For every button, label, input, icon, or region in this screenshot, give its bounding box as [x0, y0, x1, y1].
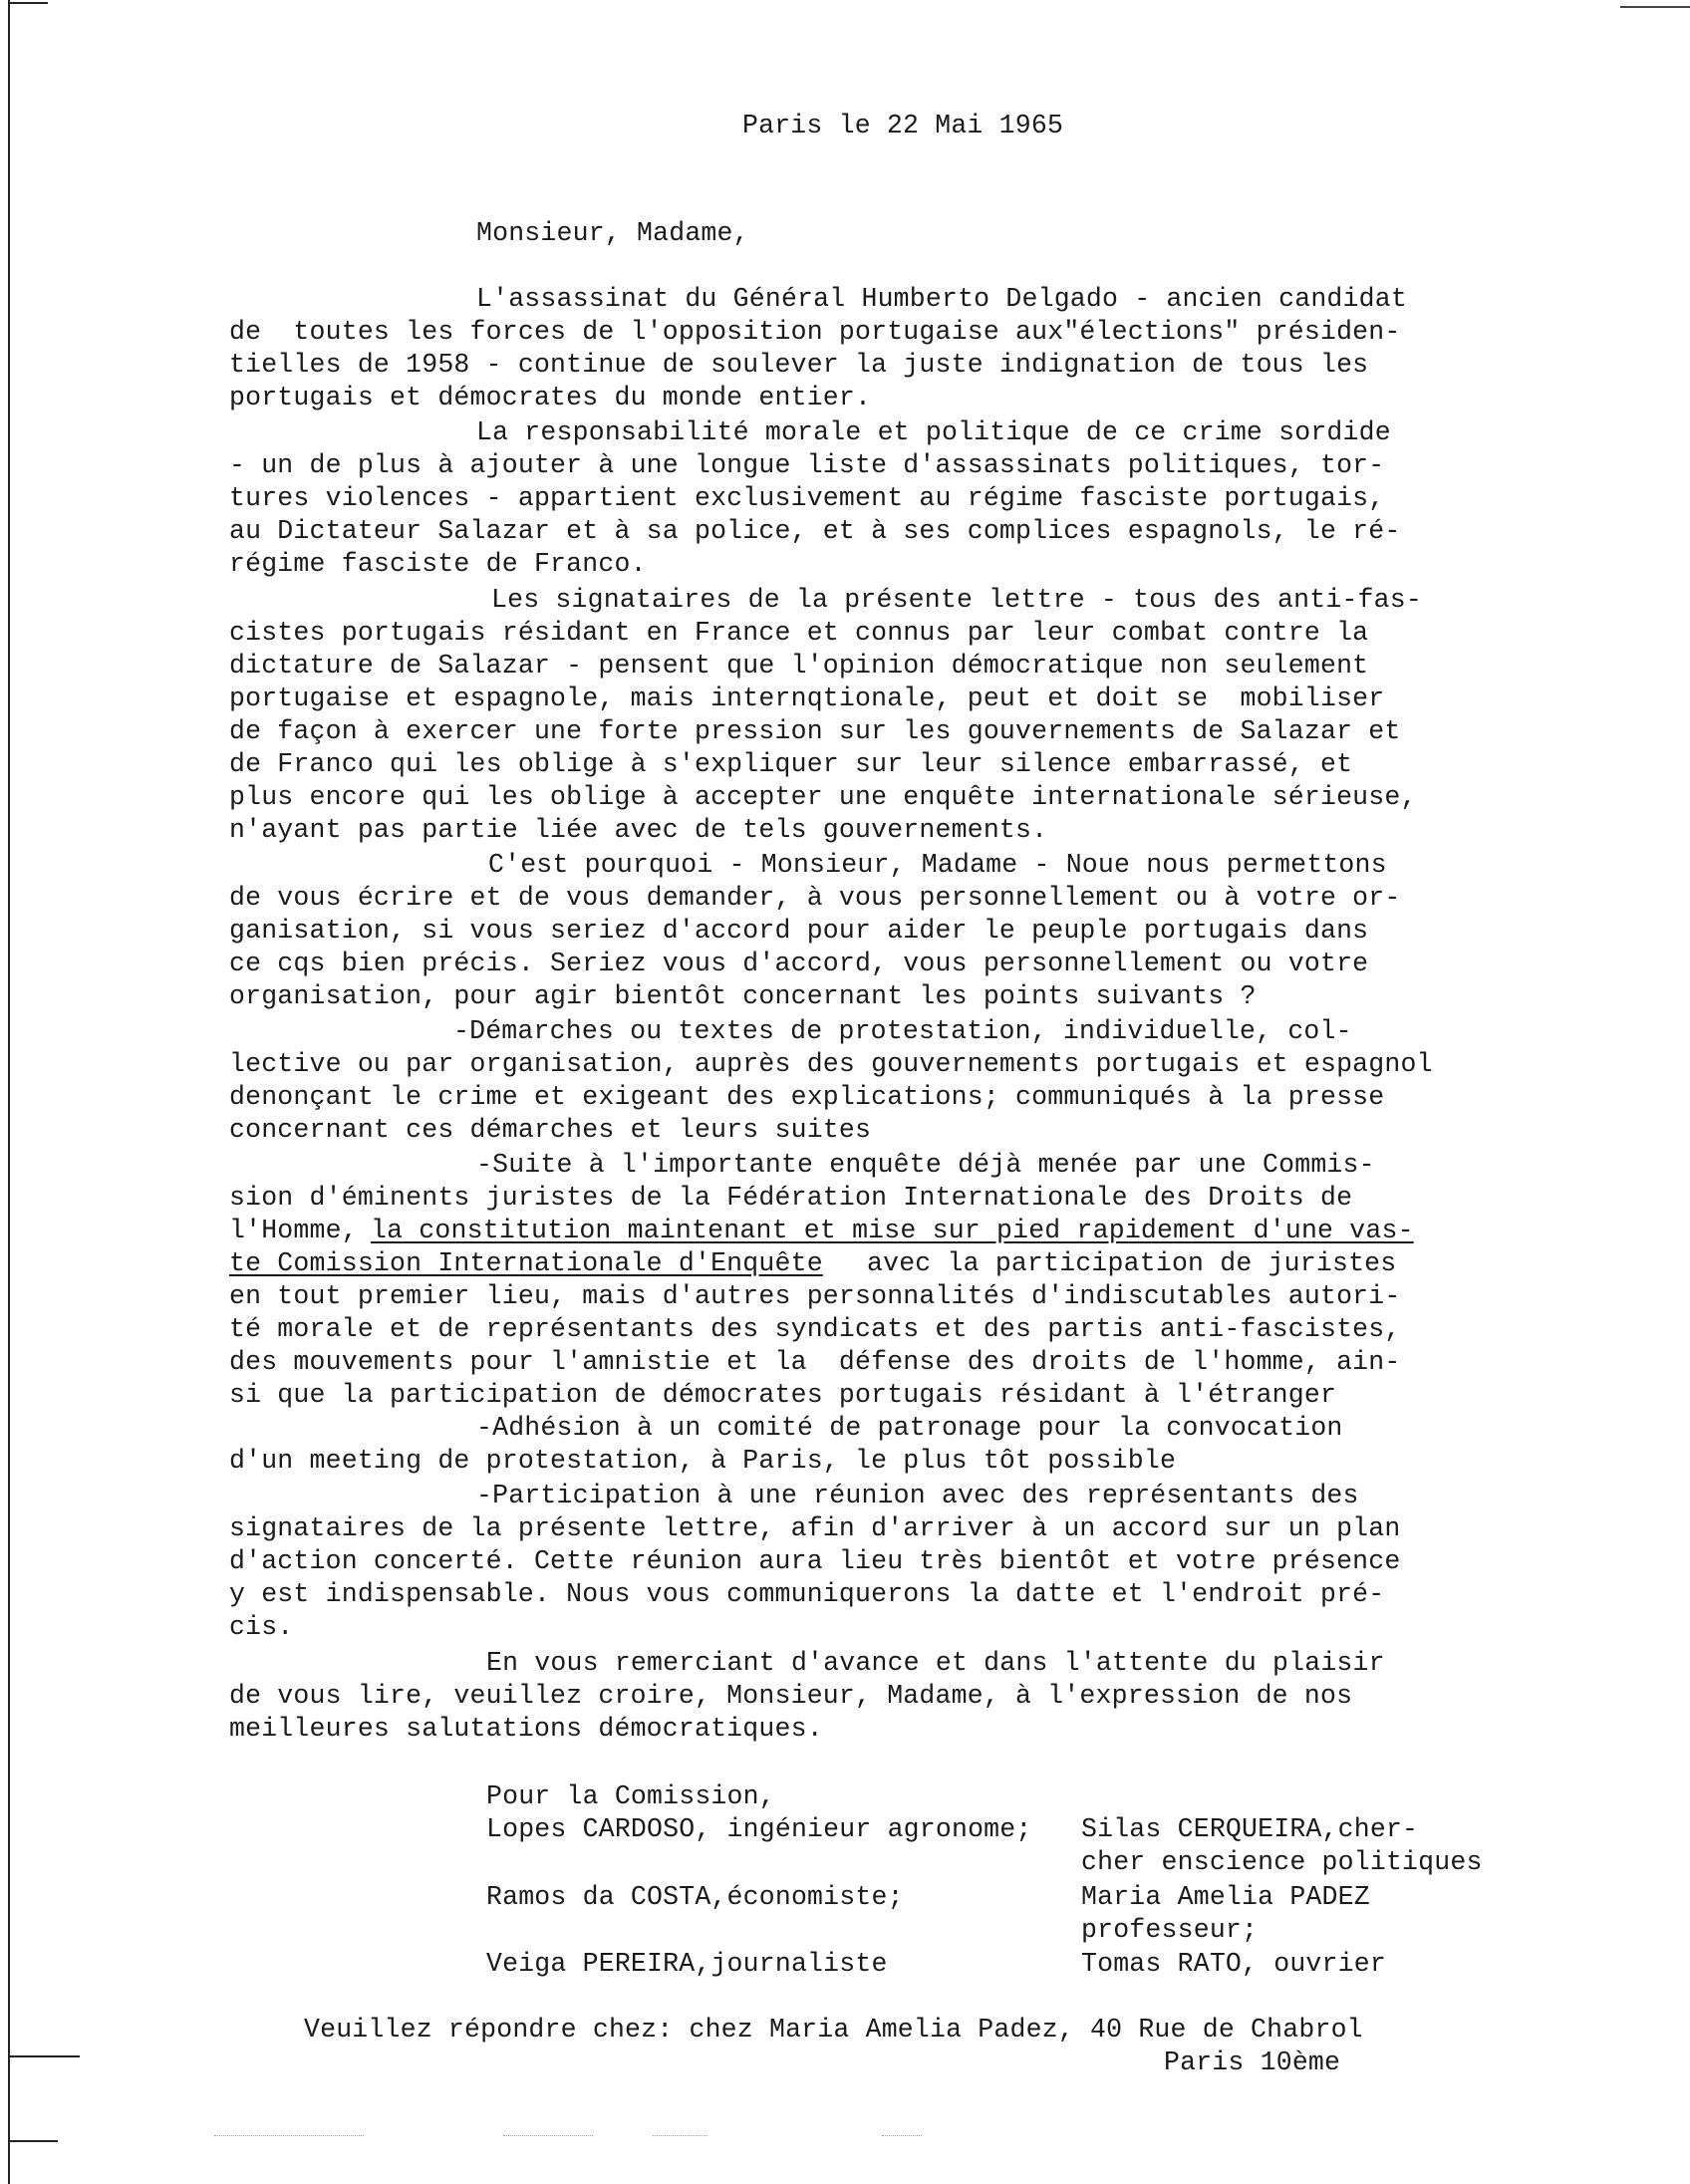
body-line: -Participation à une réunion avec des représentants des	[476, 1481, 1359, 1510]
signatory: Tomas RATO, ouvrier	[1081, 1949, 1386, 1979]
body-line: d'action concerté. Cette réunion aura lieu très bientôt et votre présence	[229, 1546, 1401, 1576]
page-margin-mark	[8, 2055, 80, 2057]
page-left-edge	[8, 0, 10, 2184]
body-line: l'Homme,	[229, 1216, 358, 1245]
body-line: cistes portugais résidant en France et connus par leur combat contre la	[229, 618, 1369, 648]
body-line: si que la participation de démocrates portugais résidant à l'étranger	[229, 1380, 1337, 1410]
scan-noise	[882, 2135, 922, 2137]
reply-city: Paris 10ème	[1164, 2048, 1341, 2077]
body-line: de toutes les forces de l'opposition portugaise aux"élections" présiden-	[229, 317, 1401, 347]
body-line: C'est pourquoi - Monsieur, Madame - Noue nous permettons	[488, 850, 1387, 880]
body-line: té morale et de représentants des syndicats et des partis anti-fascistes,	[229, 1314, 1401, 1344]
body-line: n'ayant pas partie liée avec de tels gouvernements.	[229, 815, 1048, 845]
body-line: -Démarches ou textes de protestation, individuelle, col-	[453, 1016, 1352, 1046]
body-line: meilleures salutations démocratiques.	[229, 1714, 823, 1744]
scan-noise	[214, 2135, 364, 2137]
body-line: denonçant le crime et exigeant des explications; communiqués à la presse	[229, 1082, 1385, 1112]
body-line: ce cqs bien précis. Seriez vous d'accord, vous personnellement ou votre	[229, 949, 1369, 978]
letter-salutation: Monsieur, Madame,	[476, 218, 749, 248]
body-line: d'un meeting de protestation, à Paris, le plus tôt possible	[229, 1446, 1177, 1476]
letter-date: Paris le 22 Mai 1965	[742, 111, 1064, 140]
body-line: L'assassinat du Général Humberto Delgado - ancien candidat	[476, 284, 1407, 314]
body-line: cis.	[229, 1612, 294, 1642]
body-line: portugais et démocrates du monde entier.	[229, 383, 872, 412]
body-line: plus encore qui les oblige à accepter une enquête internationale sérieuse,	[229, 782, 1417, 812]
signatory: Silas CERQUEIRA,cher-	[1081, 1814, 1419, 1844]
body-line: de Franco qui les oblige à s'expliquer sur leur silence embarrassé, et	[229, 749, 1353, 779]
reply-address: Veuillez répondre chez: chez Maria Amelia Padez, 40 Rue de Chabrol	[304, 2015, 1363, 2045]
body-line: En vous remerciant d'avance et dans l'attente du plaisir	[486, 1648, 1385, 1678]
signatory-detail: professeur;	[1081, 1915, 1259, 1945]
closing-line: Pour la Comission,	[486, 1781, 775, 1811]
body-line: en tout premier lieu, mais d'autres personnalités d'indiscutables autori-	[229, 1281, 1401, 1311]
body-line: signataires de la présente lettre, afin d'arriver à un accord sur un plan	[229, 1513, 1401, 1543]
body-line: avec la participation de juristes	[867, 1248, 1397, 1278]
body-line: -Suite à l'importante enquête déjà menée par une Commis-	[476, 1150, 1375, 1180]
body-line: organisation, pour agir bientôt concernant les points suivants ?	[229, 981, 1257, 1011]
signatory-detail: cher enscience politiques	[1081, 1847, 1483, 1877]
body-line: tures violences - appartient exclusivement au régime fasciste portugais,	[229, 483, 1385, 513]
body-line: ganisation, si vous seriez d'accord pour aider le peuple portugais dans	[229, 916, 1369, 946]
body-line: y est indispensable. Nous vous communiquerons la datte et l'endroit pré-	[229, 1579, 1385, 1609]
signatory: Maria Amelia PADEZ	[1081, 1882, 1370, 1912]
body-line: des mouvements pour l'amnistie et la défense des droits de l'homme, ain-	[229, 1347, 1401, 1377]
page-top-right-edge	[1620, 6, 1690, 8]
signatory: Lopes CARDOSO, ingénieur agronome;	[486, 1814, 1032, 1844]
body-line: dictature de Salazar - pensent que l'opinion démocratique non seulement	[229, 651, 1369, 681]
underlined-proposal: te Comission Internationale d'Enquête	[229, 1248, 823, 1278]
underlined-proposal: la constitution maintenant et mise sur pied rapidement d'une vas-	[371, 1216, 1414, 1245]
body-line: lective ou par organisation, auprès des gouvernements portugais et espagnol	[229, 1049, 1433, 1079]
body-line: sion d'éminents juristes de la Fédération Internationale des Droits de	[229, 1183, 1353, 1213]
scan-noise	[653, 2135, 707, 2137]
body-line: de vous lire, veuillez croire, Monsieur, Madame, à l'expression de nos	[229, 1681, 1353, 1711]
body-line: au Dictateur Salazar et à sa police, et à ses complices espagnols, le ré-	[229, 516, 1401, 546]
body-line: -Adhésion à un comité de patronage pour la convocation	[476, 1413, 1343, 1443]
signatory: Veiga PEREIRA,journaliste	[486, 1949, 888, 1979]
signatory: Ramos da COSTA,économiste;	[486, 1882, 904, 1912]
page-margin-mark	[8, 2140, 58, 2142]
body-line: - un de plus à ajouter à une longue liste d'assassinats politiques, tor-	[229, 450, 1385, 480]
scan-noise	[503, 2135, 593, 2137]
body-line: Les signataires de la présente lettre - tous des anti-fas-	[491, 585, 1422, 615]
body-line: La responsabilité morale et politique de ce crime sordide	[476, 417, 1391, 447]
body-line: portugaise et espagnole, mais internqtionale, peut et doit se mobiliser	[229, 683, 1385, 713]
body-line: de vous écrire et de vous demander, à vous personnellement ou à votre or-	[229, 883, 1401, 913]
body-line: tielles de 1958 - continue de soulever la juste indignation de tous les	[229, 350, 1369, 380]
body-line: concernant ces démarches et leurs suites	[229, 1115, 872, 1145]
body-line: de façon à exercer une forte pression sur les gouvernements de Salazar et	[229, 716, 1401, 746]
page-top-edge	[8, 2, 48, 4]
body-line: régime fasciste de Franco.	[229, 549, 647, 579]
